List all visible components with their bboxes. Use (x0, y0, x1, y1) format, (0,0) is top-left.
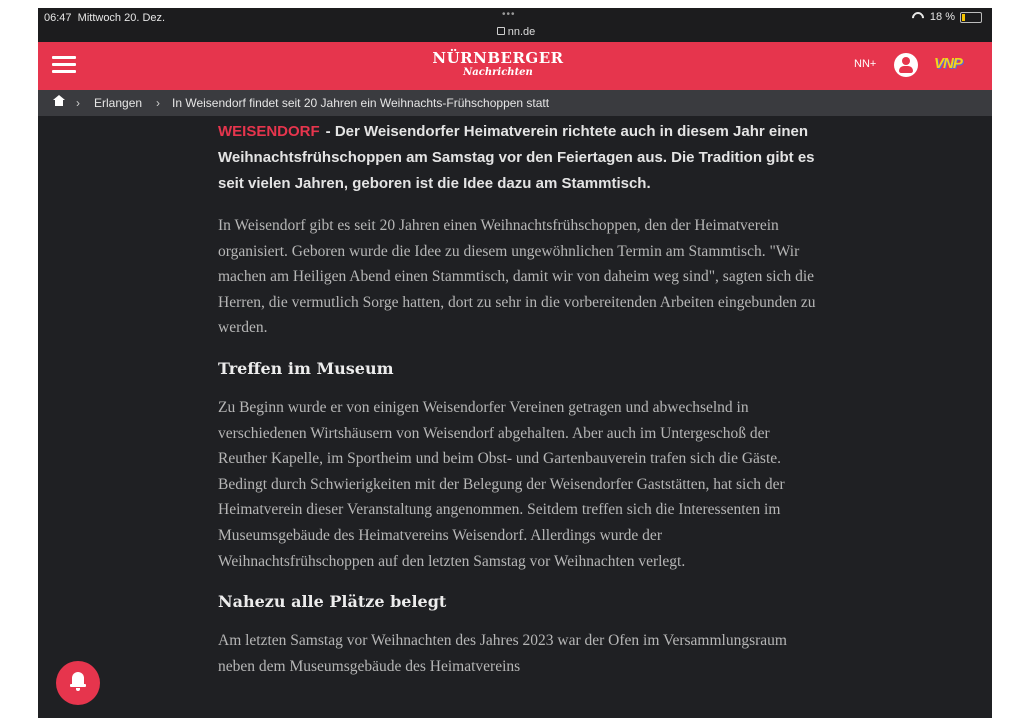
chevron-right-icon: › (156, 96, 160, 110)
address-bar[interactable] (478, 26, 554, 38)
site-logo[interactable] (418, 49, 578, 79)
user-icon[interactable] (894, 53, 918, 77)
battery-icon (960, 12, 982, 23)
dateline-place: WEISENDORF (218, 123, 320, 140)
article-body (218, 116, 818, 679)
status-date: Mittwoch 20. Dez. (77, 12, 166, 24)
section-heading: Nahezu alle Plätze belegt (218, 592, 447, 612)
vnp-logo-icon[interactable]: VNP (934, 55, 962, 72)
status-time-date (44, 12, 165, 24)
lock-icon (497, 27, 505, 35)
section-heading: Treffen im Museum (218, 358, 394, 378)
hamburger-icon[interactable] (52, 56, 76, 74)
breadcrumb-item-erlangen[interactable]: Erlangen (94, 96, 143, 110)
paragraph: Zu Beginn wurde er von einigen Weisendorfer Vereinen getragen und abwechselnd in verschiedenen Wirtshäusern von Weisendorf abgehalten. Aber auch im Untergeschoß der Reuther Kapelle, im Sportheim und beim Obst- und Gartenbauverein trafen sich die Gäste. Bedingt durch Schwierigkeiten mit der Belegung der Weisendorfer Gaststätten, hat sich der Heimatverein dieser Veranstaltung angenommen. Seitdem treffen sich die Interessenten im Museumsgebäude des Heimatvereins Weisendorf. Allerdings wurde der Weihnachtsfrühschoppen auf den letzten Samstag vor Weihnachten verlegt. (218, 398, 785, 570)
address-url: nn.de (507, 26, 536, 38)
paragraph: Am letzten Samstag vor Weihnachten des Jahres 2023 war der Ofen im Versammlungsraum neben dem Museumsgebäude des Heimatvereins (218, 632, 787, 675)
logo-subtitle: Nachrichten (463, 67, 533, 78)
status-time: 06:47 (44, 12, 72, 24)
logo-title: NÜRNBERGER (432, 49, 564, 67)
browser-viewport (38, 8, 992, 718)
status-bar (38, 8, 992, 42)
breadcrumb (38, 90, 992, 116)
battery-percent: 18 % (929, 11, 955, 23)
article-lead (218, 119, 818, 197)
more-dots-icon[interactable]: ••• (502, 9, 516, 20)
site-header (38, 42, 992, 90)
nn-plus-link[interactable]: NN+ (854, 58, 877, 70)
chevron-right-icon: › (76, 96, 80, 110)
status-right (911, 11, 982, 23)
lead-text: - Der Weisendorfer Heimatverein richtete auch in diesem Jahr einen Weihnachtsfrühschoppen am Samstag vor den Feiertagen aus. Die Tradition gibt es seit vielen Jahren, geboren ist die Idee dazu am Stammtisch. (218, 123, 815, 192)
breadcrumb-item-current: In Weisendorf findet seit 20 Jahren ein Weihnachts-Frühschoppen statt (172, 96, 550, 110)
bell-clapper (76, 688, 80, 691)
paragraph: In Weisendorf gibt es seit 20 Jahren einen Weihnachtsfrühschoppen, den der Heimatverein organisiert. Geboren wurde die Idee zu diesem ungewöhnlichen Termin am Stammtisch. "Wir machen am Heiligen Abend einen Stammtisch, damit wir von daheim weg sind", sagten sich die Herren, die vermutlich Sorge hatten, dort zu sehr in die vorbereitenden Arbeiten eingebunden zu werden. (218, 217, 816, 337)
home-icon[interactable] (54, 98, 64, 107)
notification-button[interactable] (56, 661, 100, 705)
wifi-icon (911, 12, 925, 22)
